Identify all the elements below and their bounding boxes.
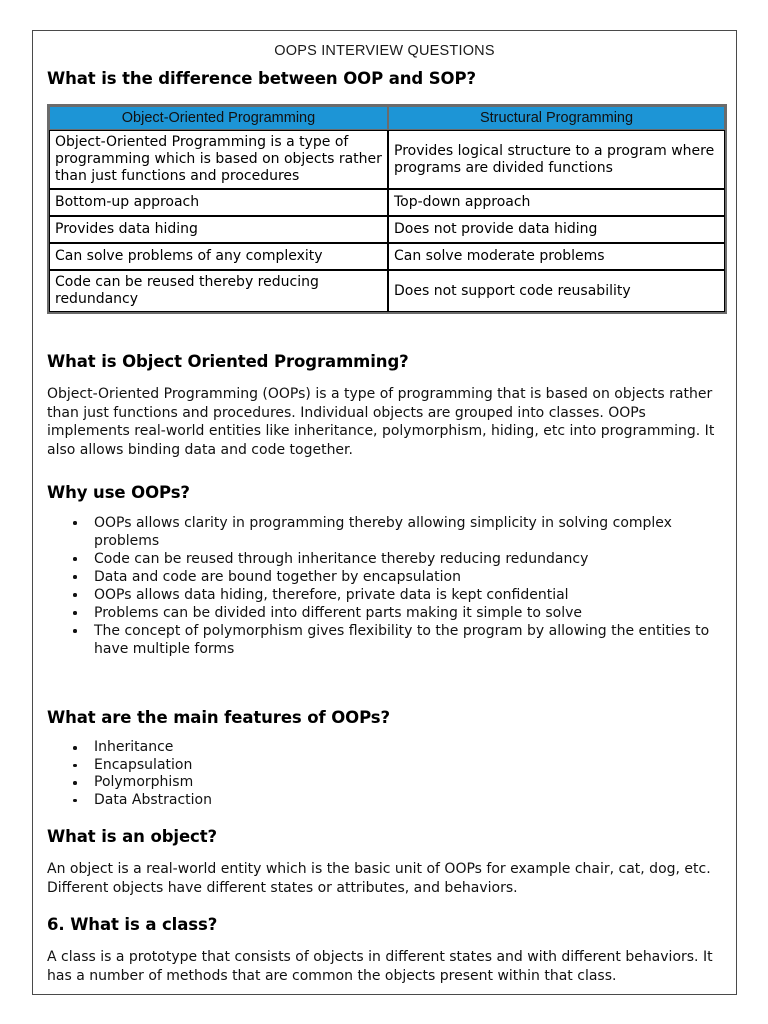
heading-main-features: What are the main features of OOPs? (47, 708, 391, 727)
table-cell: Does not provide data hiding (388, 216, 725, 243)
section-what-is-oop (47, 352, 722, 459)
table-row (49, 243, 725, 270)
list-item: Problems can be divided into different parts making it simple to solve (73, 604, 722, 622)
table-cell: Object-Oriented Programming is a type of programming which is based on objects rather than just functions and procedures (49, 130, 388, 189)
document-page (32, 30, 737, 995)
list-item: Data Abstraction (73, 792, 722, 810)
table-row (49, 270, 725, 312)
heading-why-use-oops: Why use OOPs? (47, 483, 190, 502)
section-main-features (47, 708, 722, 809)
list-main-features (47, 739, 722, 809)
table-row (49, 216, 725, 243)
table-cell: Code can be reused thereby reducing redundancy (49, 270, 388, 312)
column-header-sp: Structural Programming (388, 106, 725, 130)
list-item: Code can be reused through inheritance thereby reducing redundancy (73, 550, 722, 568)
list-item: Polymorphism (73, 774, 722, 792)
heading-what-is-object: What is an object? (47, 827, 217, 846)
table-cell: Does not support code reusability (388, 270, 725, 312)
list-item: The concept of polymorphism gives flexibility to the program by allowing the entities to have multiple forms (73, 622, 722, 658)
table-header-row (49, 106, 725, 130)
column-header-oop: Object-Oriented Programming (49, 106, 388, 130)
table-row (49, 189, 725, 216)
list-item: Encapsulation (73, 757, 722, 775)
list-item: Inheritance (73, 739, 722, 757)
section-why-use-oops (47, 483, 722, 658)
list-item: OOPs allows clarity in programming thereby allowing simplicity in solving complex problems (73, 514, 722, 550)
section-what-is-class (47, 915, 722, 985)
table-cell: Provides logical structure to a program where programs are divided functions (388, 130, 725, 189)
paragraph-what-is-object: An object is a real-world entity which is the basic unit of OOPs for example chair, cat, dog, etc. Different objects have different states or attributes, and behaviors. (47, 861, 711, 896)
table-cell: Bottom-up approach (49, 189, 388, 216)
oop-vs-sop-table (47, 104, 727, 314)
paragraph-what-is-oop: Object-Oriented Programming (OOPs) is a type of programming that is based on objects rather than just functions and procedures. Individual objects are grouped into classes. OOPs implements real-world entities like inheritance, polymorphism, hiding, etc into programming. It also allows binding data and code together. (47, 386, 715, 458)
document-title: OOPS INTERVIEW QUESTIONS (274, 43, 495, 59)
table-cell: Can solve problems of any complexity (49, 243, 388, 270)
list-item: OOPs allows data hiding, therefore, private data is kept confidential (73, 586, 722, 604)
section-what-is-object (47, 827, 722, 897)
heading-difference-oop-sop: What is the difference between OOP and SOP? (47, 69, 476, 88)
comparison-table-wrapper (47, 104, 722, 314)
table-row (49, 130, 725, 189)
table-cell: Can solve moderate problems (388, 243, 725, 270)
table-cell: Top-down approach (388, 189, 725, 216)
list-item: Data and code are bound together by encapsulation (73, 568, 722, 586)
page-content (33, 31, 736, 985)
list-why-use-oops (47, 514, 722, 658)
heading-what-is-class: 6. What is a class? (47, 915, 218, 934)
table-cell: Provides data hiding (49, 216, 388, 243)
paragraph-what-is-class: A class is a prototype that consists of objects in different states and with different behaviors. It has a number of methods that are common the objects present within that class. (47, 949, 713, 984)
heading-what-is-oop: What is Object Oriented Programming? (47, 352, 409, 371)
